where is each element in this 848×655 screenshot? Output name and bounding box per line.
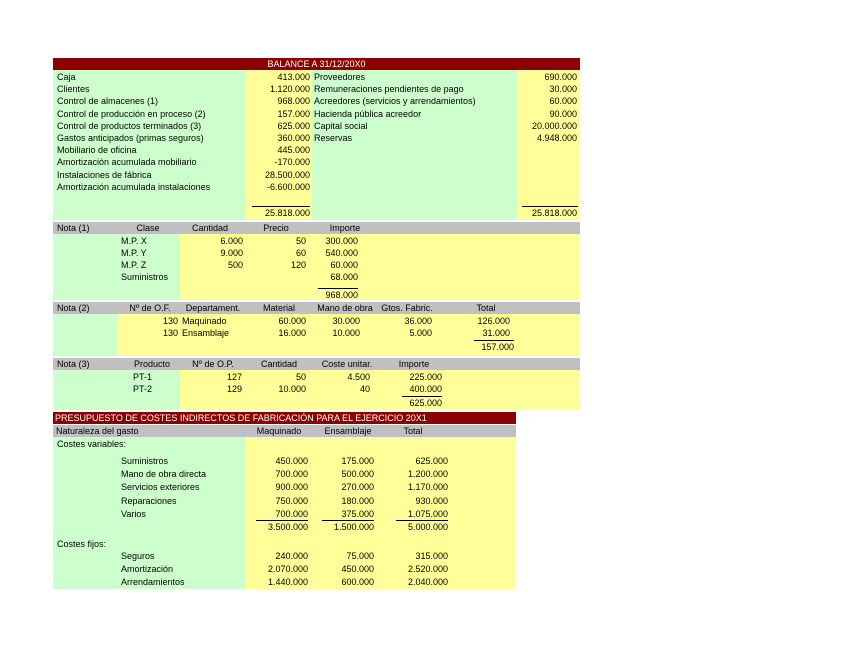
presupuesto-fixed-cell: 240.000 xyxy=(275,551,308,561)
nota1-label: Nota (1) xyxy=(57,223,90,233)
nota1-header: Precio xyxy=(263,223,289,233)
presupuesto-variable-total: 1.500.000 xyxy=(333,522,374,532)
nota3-header: Nº de O.P. xyxy=(192,359,234,369)
nota2-label: Nota (2) xyxy=(57,303,90,313)
nota2-header: Mano de obra xyxy=(317,303,373,313)
nota2-cell: 30.000 xyxy=(332,316,360,326)
balance-asset-value: 157.000 xyxy=(277,108,310,119)
presupuesto-variable-total: 3.500.000 xyxy=(267,522,308,532)
nota3-cell: 225.000 xyxy=(409,372,442,382)
presupuesto-variable-cell: 1.200.000 xyxy=(407,469,448,480)
nota2-cell: 130 xyxy=(162,328,178,338)
presupuesto-fixed-cell: 600.000 xyxy=(341,577,374,587)
presupuesto-header: Maquinado xyxy=(256,426,302,436)
nota3-cell: 127 xyxy=(226,372,242,382)
balance-asset-value: -6.600.000 xyxy=(266,181,310,192)
nota3-total: 625.000 xyxy=(409,398,442,408)
presupuesto-fixed-label: Costes fijos: xyxy=(57,539,107,549)
balance-asset-label: Control de producción en proceso (2) xyxy=(57,108,206,119)
presupuesto-variable-label: Costes variables: xyxy=(57,439,127,449)
balance-asset-label: Clientes xyxy=(57,84,90,95)
presupuesto-variable-cell: 750.000 xyxy=(275,495,308,506)
balance-asset-value: 360.000 xyxy=(277,133,310,143)
nota1-cell xyxy=(246,271,306,283)
nota3-cell: 129 xyxy=(226,384,242,394)
presupuesto-variable-cell: Servicios exteriores xyxy=(121,482,200,493)
presupuesto-variable-cell: Reparaciones xyxy=(121,495,177,506)
nota3-cell: 4.500 xyxy=(347,372,370,382)
balance-liability-value: 30.000 xyxy=(549,84,577,95)
presupuesto-variable-cell: 1.170.000 xyxy=(407,482,448,493)
presupuesto-variable-cell: 900.000 xyxy=(275,482,308,493)
nota1-cell: 68.000 xyxy=(330,272,358,282)
presupuesto-variable-cell: Varios xyxy=(121,508,146,519)
nota3-header: Importe xyxy=(398,359,430,369)
nota1-header: Clase xyxy=(136,223,160,233)
presupuesto-fixed-cell: 2.520.000 xyxy=(407,564,448,574)
nota1-header: Cantidad xyxy=(191,223,229,233)
balance-liability-value: 4.948.000 xyxy=(536,133,577,143)
nota3-cell: PT-2 xyxy=(133,384,153,394)
balance-assets-total: 25.818.000 xyxy=(264,208,310,218)
presupuesto-fixed-cell: Seguros xyxy=(121,551,155,561)
balance-liability-value: 20.000.000 xyxy=(531,120,577,131)
presupuesto-variable-cell: 1.075.000 xyxy=(407,508,448,519)
nota1-cell: M.P. X xyxy=(121,236,147,246)
presupuesto-fixed-cell: 75.000 xyxy=(346,551,374,561)
balance-asset-value: 28.500.000 xyxy=(264,169,310,180)
presupuesto-variable-cell: 180.000 xyxy=(341,495,374,506)
balance-liability-label: Hacienda pública acreedor xyxy=(314,108,422,119)
nota1-cell: 540.000 xyxy=(325,248,358,258)
nota2-cell: 36.000 xyxy=(404,316,432,326)
balance-liability-label: Reservas xyxy=(314,133,353,143)
presupuesto-fixed-cell: Arrendamientos xyxy=(121,577,185,587)
nota3-header: Cantidad xyxy=(260,359,298,369)
presupuesto-header: Ensamblaje xyxy=(324,426,372,436)
nota2-cell: 31.000 xyxy=(482,328,510,338)
balance-asset-value: 445.000 xyxy=(277,145,310,156)
balance-liability-value: 90.000 xyxy=(549,108,577,119)
nota1-header: Importe xyxy=(329,223,361,233)
presupuesto-variable-cell: Mano de obra directa xyxy=(121,469,207,480)
nota2-header: Gtos. Fabric. xyxy=(381,303,433,313)
nota2-cell: 60.000 xyxy=(278,316,306,326)
nota1-cell: 9.000 xyxy=(220,248,243,258)
nota3-cell: 400.000 xyxy=(409,384,442,394)
nota1-cell: 500 xyxy=(227,260,243,270)
presupuesto-variable-cell: 175.000 xyxy=(341,456,374,466)
nota1-cell xyxy=(180,271,243,283)
presupuesto-title: PRESUPUESTO DE COSTES INDIRECTOS DE FABRICACIÓN PARA EL EJERCICIO 20X1 xyxy=(55,413,427,423)
nota3-cell: 50 xyxy=(295,372,306,382)
nota2-cell: 126.000 xyxy=(477,316,510,326)
balance-asset-value: 968.000 xyxy=(277,96,310,107)
nota2-header: Total xyxy=(476,303,496,313)
nota3-label: Nota (3) xyxy=(57,359,90,369)
balance-asset-label: Instalaciones de fábrica xyxy=(57,169,152,180)
balance-asset-value: 413.000 xyxy=(277,72,310,82)
nota2-header: Nº de O.F. xyxy=(129,303,171,313)
nota2-cell: 130 xyxy=(162,316,178,326)
presupuesto-fixed-cell: 2.070.000 xyxy=(267,564,308,574)
balance-liability-label: Capital social xyxy=(314,120,368,131)
nota1-total: 968.000 xyxy=(325,290,358,300)
nota1-cell: 50 xyxy=(295,236,306,246)
balance-liability-value: 60.000 xyxy=(549,96,577,107)
nota1-cell: 6.000 xyxy=(220,236,243,246)
nota3-cell: PT-1 xyxy=(133,372,153,382)
nota2-header: Departament. xyxy=(185,303,241,313)
presupuesto-variable-cell: 500.000 xyxy=(341,469,374,480)
balance-asset-value: 625.000 xyxy=(277,120,310,131)
nota3-cell: 40 xyxy=(359,384,370,394)
nota1-cell: M.P. Y xyxy=(121,248,147,258)
nota1-cell: 300.000 xyxy=(325,236,358,246)
balance-liability-label: Remuneraciones pendientes de pago xyxy=(314,84,464,95)
presupuesto-fixed-cell: Amortización xyxy=(121,564,174,574)
balance-asset-label: Gastos anticipados (primas seguros) xyxy=(57,133,204,143)
presupuesto-variable-cell: 700.000 xyxy=(275,469,308,480)
nota2-cell: 10.000 xyxy=(332,328,360,338)
presupuesto-fixed-cell: 2.040.000 xyxy=(407,577,448,587)
presupuesto-variable-cell: 930.000 xyxy=(415,495,448,506)
balance-liabilities-total: 25.818.000 xyxy=(531,208,577,218)
balance-liability-label: Proveedores xyxy=(314,72,366,82)
balance-asset-label: Mobiliario de oficina xyxy=(57,145,137,156)
nota3-header: Producto xyxy=(133,359,171,369)
nota2-cell: Ensamblaje xyxy=(182,328,230,338)
presupuesto-variable-cell: 625.000 xyxy=(415,456,448,466)
balance-asset-label: Control de almacenes (1) xyxy=(57,96,159,107)
nota1-cell: Suministros xyxy=(121,272,169,282)
nota3-cell: 10.000 xyxy=(278,384,306,394)
balance-asset-label: Caja xyxy=(57,72,76,82)
nota1-cell: 60.000 xyxy=(330,260,358,270)
nota2-cell: Maquinado xyxy=(182,316,227,326)
presupuesto-header: Total xyxy=(403,426,423,436)
balance-asset-value: 1.120.000 xyxy=(269,84,310,95)
nota2-cell: 16.000 xyxy=(278,328,306,338)
nota2-total: 157.000 xyxy=(481,342,514,352)
presupuesto-fixed-cell: 1.440.000 xyxy=(267,577,308,587)
balance-asset-label: Amortización acumulada mobiliario xyxy=(57,157,197,168)
presupuesto-variable-cell: 270.000 xyxy=(341,482,374,493)
nota1-cell: 120 xyxy=(290,260,306,270)
presupuesto-variable-cell: 450.000 xyxy=(275,456,308,466)
balance-asset-value: -170.000 xyxy=(274,157,310,168)
balance-liability-value: 690.000 xyxy=(544,72,577,82)
nota2-header: Material xyxy=(262,303,295,313)
balance-liability-label: Acreedores (servicios y arrendamientos) xyxy=(314,96,476,107)
presupuesto-header: Naturaleza del gasto xyxy=(56,426,139,436)
nota3-header: Coste unitar. xyxy=(321,359,373,369)
presupuesto-variable-cell: 700.000 xyxy=(275,508,308,519)
presupuesto-fixed-cell: 450.000 xyxy=(341,564,374,574)
presupuesto-variable-cell: 375.000 xyxy=(341,508,374,519)
presupuesto-variable-total: 5.000.000 xyxy=(407,522,448,532)
balance-asset-label: Control de productos terminados (3) xyxy=(57,120,202,131)
presupuesto-fixed-cell: 315.000 xyxy=(415,551,448,561)
balance-asset-label: Amortización acumulada instalaciones xyxy=(57,181,211,192)
nota2-cell: 5.000 xyxy=(409,328,432,338)
nota1-cell: M.P. Z xyxy=(121,260,147,270)
presupuesto-variable-cell: Suministros xyxy=(121,456,169,466)
nota1-cell: 60 xyxy=(295,248,306,258)
balance-title: BALANCE A 31/12/20X0 xyxy=(267,59,366,69)
